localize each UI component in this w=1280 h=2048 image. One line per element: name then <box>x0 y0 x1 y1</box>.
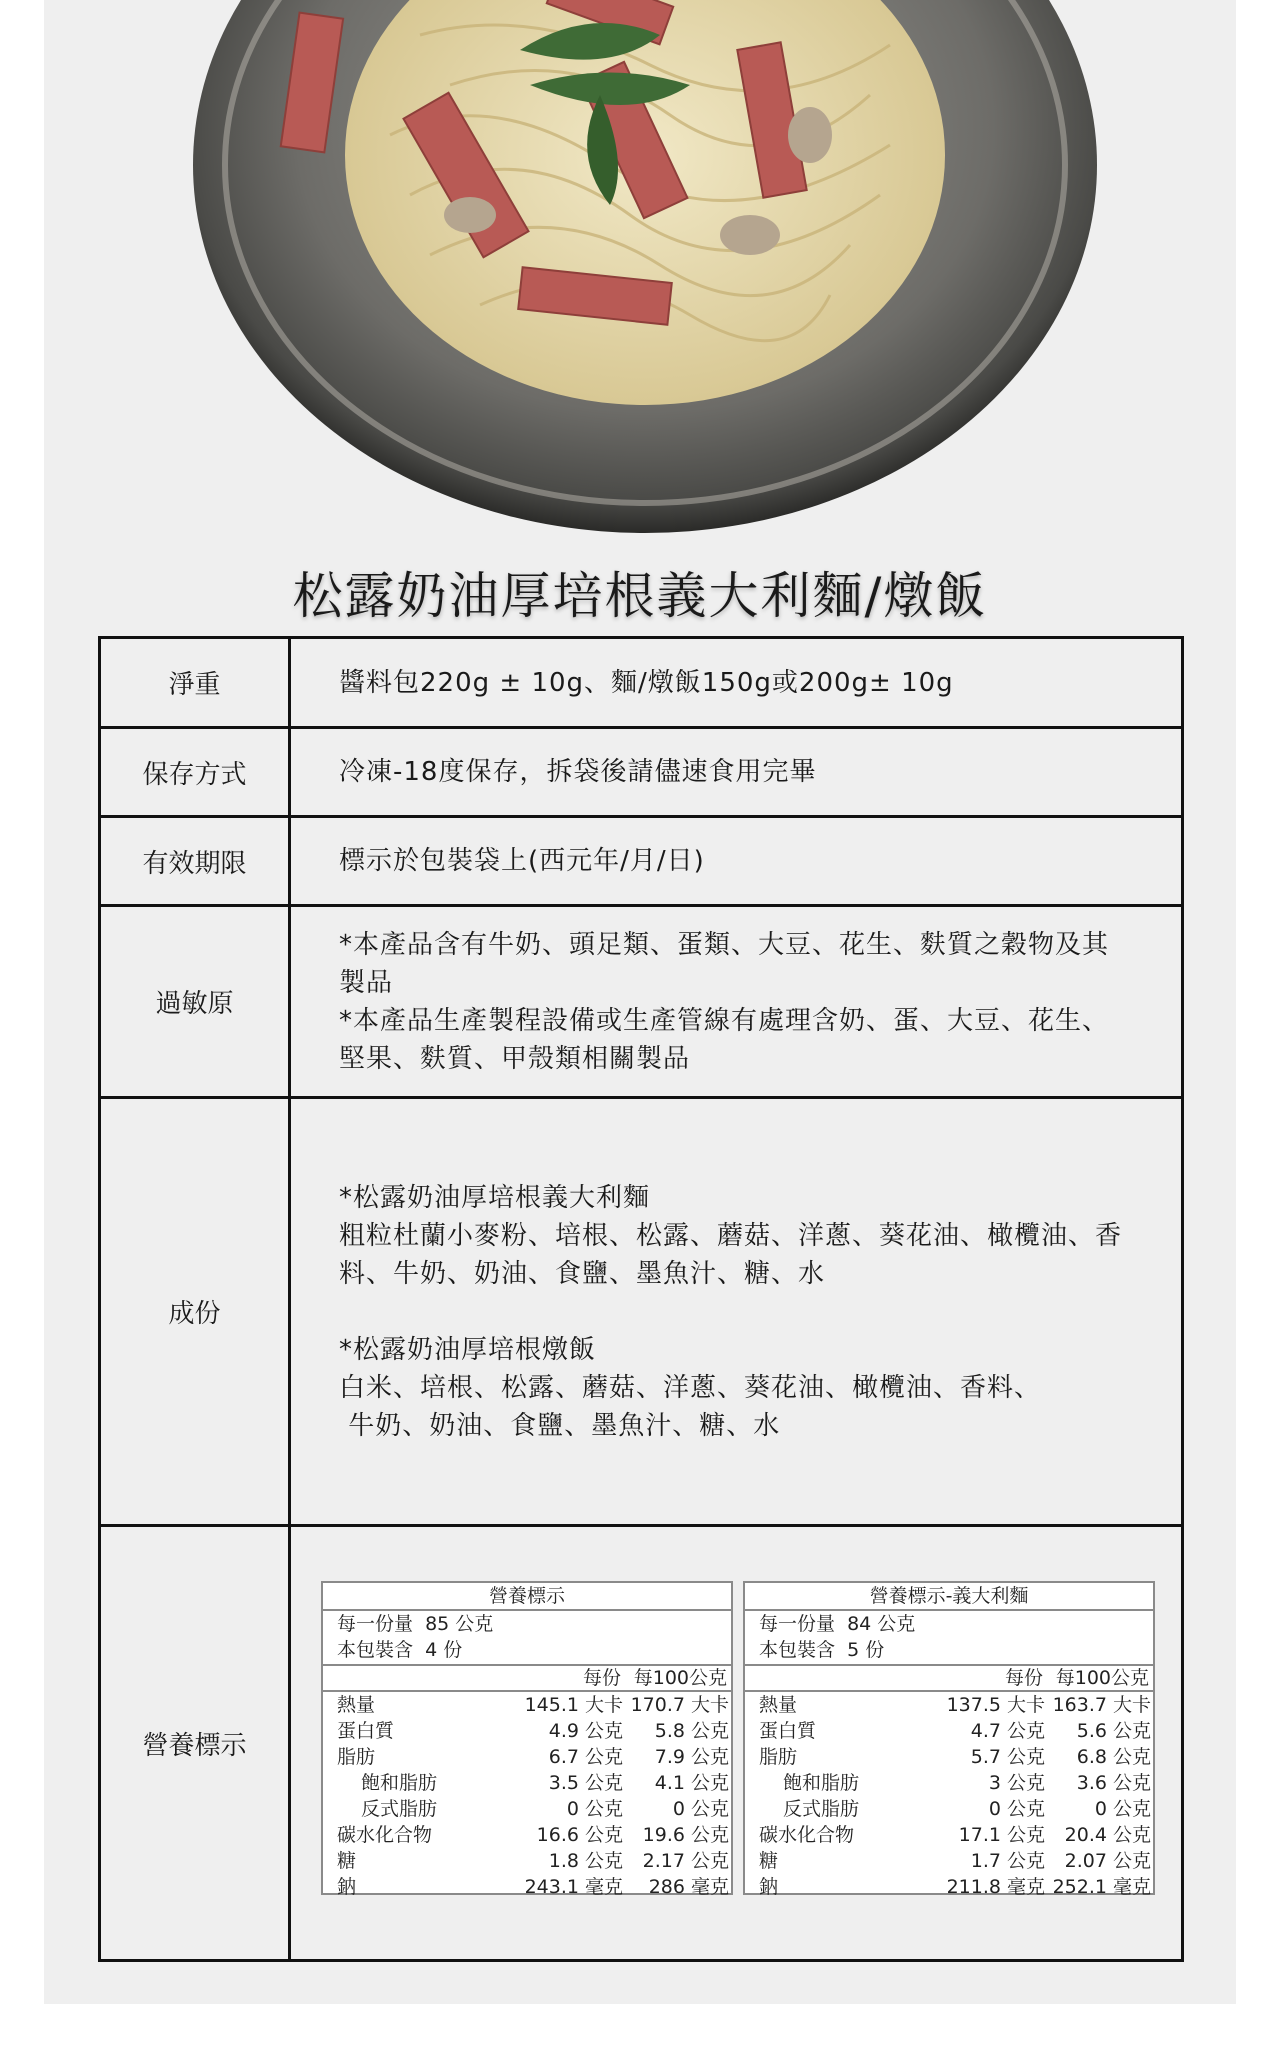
nutrient-name: 蛋白質 <box>337 1720 395 1742</box>
serving-size: 每一份量 84 公克 <box>759 1613 916 1635</box>
spec-row-ingredients <box>101 1099 1181 1527</box>
nutrient-per-100g: 3.6 公克 <box>1076 1772 1151 1794</box>
nutrient-row <box>745 1744 1153 1770</box>
spec-table <box>98 636 1184 1962</box>
spec-label: 有效期限 <box>101 818 291 904</box>
spec-line: *松露奶油厚培根燉飯 <box>339 1334 597 1365</box>
nutrient-per-100g: 170.7 大卡 <box>630 1694 729 1716</box>
nutrient-row <box>745 1692 1153 1718</box>
spec-line: 堅果、麩質、甲殼類相關製品 <box>339 1043 691 1074</box>
nutrient-per-serving: 137.5 大卡 <box>946 1694 1045 1716</box>
servings-per-pack: 本包裝含 5 份 <box>759 1639 885 1661</box>
nutrient-name: 糖 <box>759 1850 779 1872</box>
spec-value <box>291 1099 1181 1524</box>
nutrient-name: 脂肪 <box>759 1746 798 1768</box>
nutrient-name: 糖 <box>337 1850 357 1872</box>
nutrient-per-100g: 19.6 公克 <box>642 1824 729 1846</box>
nutrient-per-100g: 4.1 公克 <box>654 1772 729 1794</box>
spec-label: 過敏原 <box>101 907 291 1096</box>
nutrition-panel-pasta <box>743 1581 1155 1898</box>
spec-line: 牛奶、奶油、食鹽、墨魚汁、糖、水 <box>339 1410 781 1441</box>
nutrition-title: 營養標示 <box>323 1583 731 1611</box>
spec-line: 料、牛奶、奶油、食鹽、墨魚汁、糖、水 <box>339 1258 826 1289</box>
nutrient-per-100g: 163.7 大卡 <box>1052 1694 1151 1716</box>
nutrient-row <box>323 1822 731 1848</box>
nutrient-row <box>745 1874 1153 1900</box>
spec-label: 營養標示 <box>101 1527 291 1959</box>
serving-size: 每一份量 85 公克 <box>337 1613 494 1635</box>
nutrient-per-100g: 286 毫克 <box>648 1876 729 1898</box>
servings-per-pack: 本包裝含 4 份 <box>337 1639 463 1661</box>
nutrient-name: 鈉 <box>759 1876 779 1898</box>
nutrient-row <box>745 1822 1153 1848</box>
nutrient-row <box>745 1718 1153 1744</box>
nutrient-per-serving: 6.7 公克 <box>548 1746 623 1768</box>
nutrient-per-serving: 211.8 毫克 <box>946 1876 1045 1898</box>
nutrient-name: 蛋白質 <box>759 1720 817 1742</box>
nutrient-row <box>323 1744 731 1770</box>
nutrient-name: 碳水化合物 <box>759 1824 855 1846</box>
nutrient-per-100g: 252.1 毫克 <box>1052 1876 1151 1898</box>
col-per-100g: 每100公克 <box>633 1667 727 1689</box>
nutrient-name: 碳水化合物 <box>337 1824 433 1846</box>
nutrient-name: 反式脂肪 <box>783 1798 860 1820</box>
spec-value <box>291 907 1181 1096</box>
spec-value <box>291 818 1181 904</box>
spec-label: 保存方式 <box>101 729 291 815</box>
spec-value <box>291 639 1181 726</box>
spec-row-expiry <box>101 818 1181 907</box>
nutrient-per-serving: 17.1 公克 <box>958 1824 1045 1846</box>
nutrient-row <box>323 1874 731 1900</box>
nutrient-row <box>323 1770 731 1796</box>
nutrient-name: 熱量 <box>337 1694 376 1716</box>
nutrient-name: 鈉 <box>337 1876 357 1898</box>
nutrient-per-100g: 6.8 公克 <box>1076 1746 1151 1768</box>
spec-line: 白米、培根、松露、蘑菇、洋蔥、葵花油、橄欖油、香料、 <box>339 1372 1042 1403</box>
nutrient-per-100g: 20.4 公克 <box>1064 1824 1151 1846</box>
nutrient-name: 飽和脂肪 <box>783 1772 860 1794</box>
nutrient-name: 反式脂肪 <box>361 1798 438 1820</box>
nutrient-per-serving: 5.7 公克 <box>970 1746 1045 1768</box>
spec-label: 淨重 <box>101 639 291 726</box>
nutrient-per-serving: 3.5 公克 <box>548 1772 623 1794</box>
nutrient-row <box>323 1796 731 1822</box>
col-per-serving: 每份 <box>1004 1667 1043 1689</box>
nutrient-per-100g: 0 公克 <box>1094 1798 1151 1820</box>
spec-line: 粗粒杜蘭小麥粉、培根、松露、蘑菇、洋蔥、葵花油、橄欖油、香 <box>339 1220 1123 1251</box>
nutrient-per-serving: 0 公克 <box>566 1798 623 1820</box>
spec-line: 製品 <box>339 967 394 998</box>
nutrient-per-serving: 1.8 公克 <box>548 1850 623 1872</box>
nutrient-row <box>323 1692 731 1718</box>
nutrient-per-serving: 4.7 公克 <box>970 1720 1045 1742</box>
nutrient-per-100g: 2.07 公克 <box>1064 1850 1151 1872</box>
spec-line: 醬料包220g ± 10g、麵/燉飯150g或200g± 10g <box>339 667 954 698</box>
nutrient-row <box>323 1718 731 1744</box>
spec-label: 成份 <box>101 1099 291 1524</box>
spec-row-allergen <box>101 907 1181 1099</box>
nutrient-row <box>745 1770 1153 1796</box>
col-per-serving: 每份 <box>582 1667 621 1689</box>
nutrient-row <box>323 1848 731 1874</box>
nutrient-row <box>745 1848 1153 1874</box>
spec-line: *本產品生產製程設備或生產管線有處理含奶、蛋、大豆、花生、 <box>339 1005 1110 1036</box>
product-title: 松露奶油厚培根義大利麵/燉飯 <box>292 567 988 625</box>
nutrient-per-serving: 4.9 公克 <box>548 1720 623 1742</box>
nutrient-per-serving: 243.1 毫克 <box>524 1876 623 1898</box>
nutrient-per-serving: 16.6 公克 <box>536 1824 623 1846</box>
nutrient-per-100g: 7.9 公克 <box>654 1746 729 1768</box>
col-per-100g: 每100公克 <box>1055 1667 1149 1689</box>
nutrient-per-100g: 5.6 公克 <box>1076 1720 1151 1742</box>
spec-row-storage <box>101 729 1181 818</box>
nutrient-per-100g: 0 公克 <box>672 1798 729 1820</box>
spec-value <box>291 729 1181 815</box>
nutrition-title: 營養標示-義大利麵 <box>745 1583 1153 1611</box>
spec-line: *本產品含有牛奶、頭足類、蛋類、大豆、花生、麩質之穀物及其 <box>339 929 1110 960</box>
nutrient-per-serving: 1.7 公克 <box>970 1850 1045 1872</box>
spec-line <box>339 1293 1122 1331</box>
pasta-photo <box>190 0 1100 535</box>
nutrient-name: 脂肪 <box>337 1746 376 1768</box>
nutrient-per-serving: 145.1 大卡 <box>524 1694 623 1716</box>
nutrient-per-100g: 2.17 公克 <box>642 1850 729 1872</box>
nutrient-per-100g: 5.8 公克 <box>654 1720 729 1742</box>
nutrient-name: 熱量 <box>759 1694 798 1716</box>
spec-row-net-weight <box>101 639 1181 729</box>
spec-line: 標示於包裝袋上(西元年/月/日) <box>339 846 705 876</box>
nutrient-per-serving: 0 公克 <box>988 1798 1045 1820</box>
spec-line: *松露奶油厚培根義大利麵 <box>339 1182 651 1213</box>
spec-row-nutrition <box>101 1527 1181 1959</box>
nutrient-name: 飽和脂肪 <box>361 1772 438 1794</box>
nutrient-row <box>745 1796 1153 1822</box>
spec-line: 冷凍-18度保存，拆袋後請儘速食用完畢 <box>339 757 817 787</box>
nutrient-per-serving: 3 公克 <box>988 1772 1045 1794</box>
nutrition-panel-risotto <box>321 1581 733 1898</box>
